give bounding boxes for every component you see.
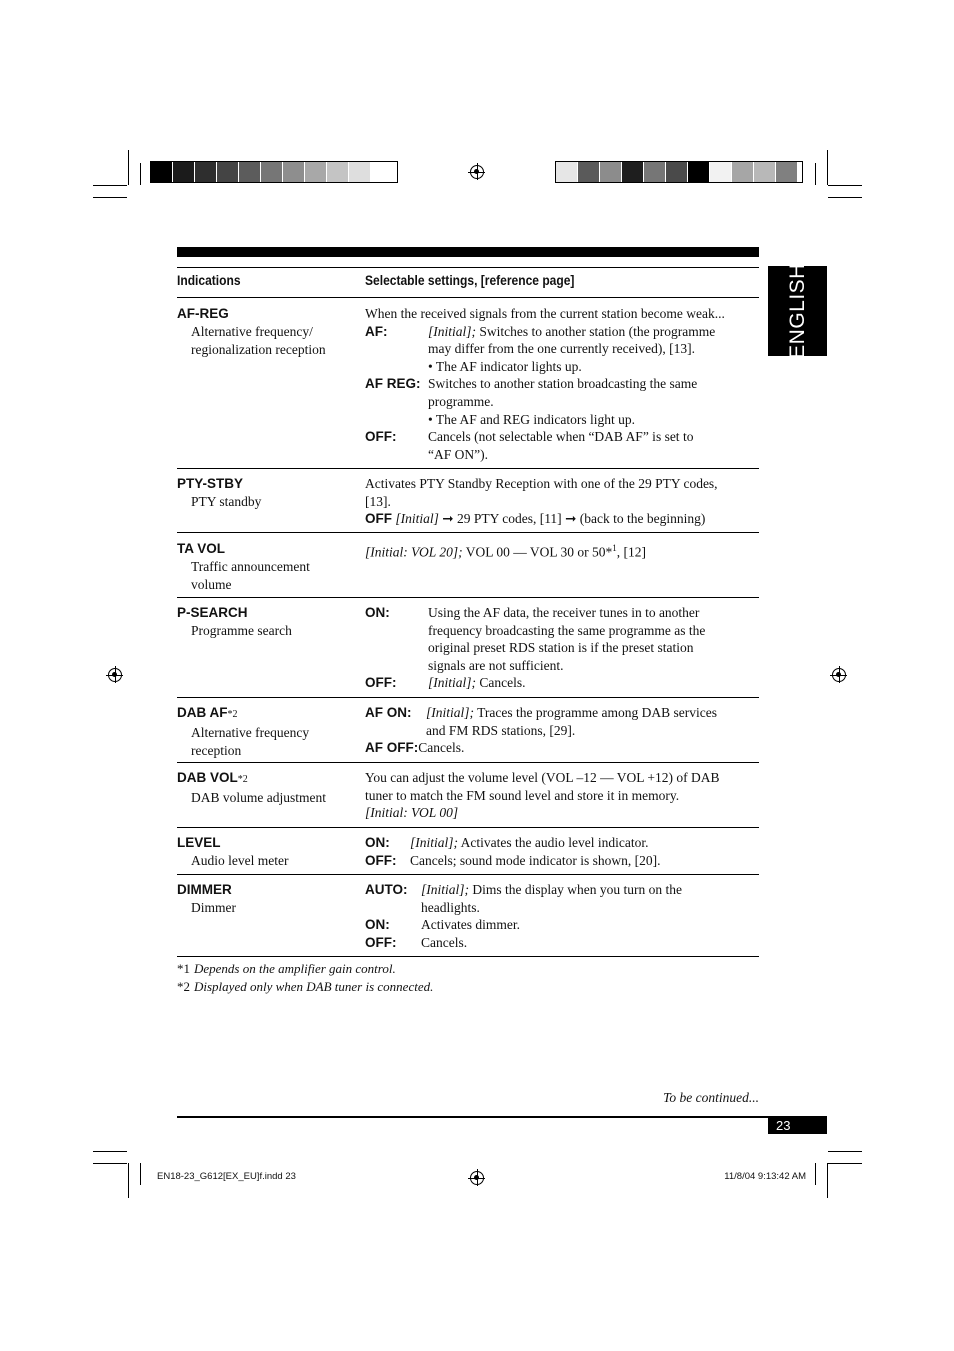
setting-key: OFF:	[365, 429, 397, 445]
print-footer-file: EN18-23_G612[EX_EU]f.indd 23	[157, 1171, 296, 1182]
language-tab	[768, 263, 827, 359]
color-swatch	[688, 162, 710, 182]
table-bottom-rule	[177, 956, 759, 957]
setting-text: VOL 00 — VOL 30 or 50*	[462, 544, 613, 560]
indication-description: Alternative frequency	[191, 725, 310, 740]
color-swatch	[622, 162, 644, 182]
setting-key: AUTO:	[365, 882, 408, 897]
color-swatch	[261, 162, 283, 182]
indication-name: DIMMER	[177, 882, 232, 897]
setting-bullet: • The AF indicator lights up.	[428, 358, 582, 374]
color-swatch	[349, 162, 371, 182]
crop-mark	[815, 1163, 816, 1185]
indication-description: Dimmer	[191, 900, 236, 915]
setting-text: ➞ (back to the beginning)	[565, 511, 706, 527]
registration-mark-icon	[832, 668, 846, 682]
crop-mark	[815, 163, 816, 185]
row-divider	[177, 532, 759, 533]
color-swatch	[151, 162, 173, 182]
indication-description: reception	[191, 743, 242, 758]
continued-note: To be continued...	[663, 1090, 759, 1105]
setting-text: Using the AF data, the receiver tunes in to another	[428, 605, 700, 620]
row-divider	[177, 874, 759, 875]
column-header-indications: Indications	[177, 272, 241, 288]
crop-mark	[128, 150, 129, 185]
setting-text: You can adjust the volume level (VOL –12 — VOL +12) of DAB	[365, 770, 720, 785]
setting-key: OFF:	[365, 852, 397, 868]
setting-key: AF REG:	[365, 376, 421, 392]
crop-mark	[93, 185, 127, 186]
footnote-mark: *1	[177, 961, 190, 976]
setting-text: Cancels.	[418, 740, 465, 756]
crop-mark	[93, 197, 127, 198]
table-header-rule	[177, 297, 759, 298]
setting-text: ➞ 29 PTY codes, [11]	[438, 511, 566, 527]
indication-name: AF-REG	[177, 306, 229, 321]
table-top-rule	[177, 267, 759, 268]
setting-key: AF:	[365, 323, 388, 339]
indication-description: Audio level meter	[191, 853, 289, 868]
setting-key: OFF:	[365, 934, 397, 950]
registration-mark-icon	[108, 668, 122, 682]
color-swatch	[305, 162, 327, 182]
crop-mark	[140, 163, 141, 185]
crop-mark	[828, 185, 862, 186]
setting-text: tuner to match the FM sound level and store it in memory.	[365, 787, 680, 803]
header-rule	[177, 247, 759, 257]
setting-key: OFF:	[365, 675, 397, 691]
page-number-box	[768, 1118, 827, 1134]
setting-text: Dims the display when you turn on the	[469, 882, 682, 897]
initial-marker: [Initial];	[426, 705, 475, 720]
initial-marker: [Initial];	[410, 835, 459, 850]
color-calibration-bar-left	[150, 161, 398, 183]
row-divider	[177, 468, 759, 469]
footnote	[177, 979, 433, 995]
footnote-text: Depends on the amplifier gain control.	[194, 961, 396, 976]
color-swatch	[600, 162, 622, 182]
setting-bullet: • The AF and REG indicators light up.	[428, 411, 635, 427]
setting-text: original preset RDS station is if the preset station	[428, 640, 694, 656]
color-swatch	[283, 162, 305, 182]
registration-mark-icon	[470, 165, 484, 179]
color-swatch	[195, 162, 217, 182]
setting-text: Cancels.	[421, 934, 468, 950]
setting-text: may differ from the one currently received), [13].	[428, 341, 696, 357]
footnote-ref: 1	[612, 543, 617, 553]
setting-text: headlights.	[421, 899, 480, 915]
color-swatch	[666, 162, 688, 182]
setting-text: [13].	[365, 493, 391, 509]
color-swatch	[239, 162, 261, 182]
initial-marker: [Initial];	[428, 323, 477, 339]
footnote-mark: *2	[177, 979, 190, 994]
indication-description: Alternative frequency/	[191, 324, 313, 339]
crop-mark	[827, 150, 828, 185]
setting-text: Activates the audio level indicator.	[458, 835, 649, 850]
setting-key: AF ON:	[365, 705, 412, 720]
setting-text: Switches to another station (the programme	[476, 323, 716, 339]
setting-text: Switches to another station broadcasting the same	[428, 376, 698, 392]
indication-name: PTY-STBY	[177, 476, 244, 491]
footnote-ref: *2	[237, 774, 248, 785]
setting-text: frequency broadcasting the same programme as the	[428, 622, 706, 638]
crop-mark	[128, 1163, 129, 1198]
language-tab-label: ENGLISH	[785, 263, 809, 359]
indication-description: Programme search	[191, 623, 292, 638]
color-swatch	[732, 162, 754, 182]
setting-text: Activates PTY Standby Reception with one of the 29 PTY codes,	[365, 476, 718, 491]
initial-marker: [Initial]	[392, 511, 439, 527]
setting-key: ON:	[365, 835, 390, 850]
initial-marker: [Initial];	[421, 882, 470, 897]
row-divider	[177, 827, 759, 828]
row-divider	[177, 597, 759, 598]
setting-text: , [12]	[616, 544, 646, 560]
color-calibration-bar-right	[555, 161, 803, 183]
footnote-ref: *2	[227, 709, 238, 720]
print-footer-date: 11/8/04 9:13:42 AM	[724, 1171, 806, 1182]
setting-text: When the received signals from the current station become weak...	[365, 306, 725, 321]
initial-marker: [Initial: VOL 20];	[365, 544, 463, 560]
setting-key: OFF	[365, 511, 392, 527]
color-swatch	[644, 162, 666, 182]
indication-name: TA VOL	[177, 541, 225, 556]
setting-text: signals are not sufficient.	[428, 657, 564, 673]
setting-key: ON:	[365, 917, 390, 933]
row-divider	[177, 697, 759, 698]
setting-text: Cancels; sound mode indicator is shown, [20].	[410, 852, 661, 868]
setting-text: Cancels.	[476, 675, 526, 691]
crop-mark	[828, 197, 862, 198]
indication-description: DAB volume adjustment	[191, 790, 326, 805]
color-swatch	[776, 162, 798, 182]
color-swatch	[327, 162, 349, 182]
footnote-text: Displayed only when DAB tuner is connected.	[194, 979, 434, 994]
crop-mark	[828, 1163, 862, 1164]
indication-description: Traffic announcement	[191, 559, 310, 574]
footnote	[177, 961, 396, 977]
registration-mark-icon	[470, 1171, 484, 1185]
footer-rule	[177, 1116, 827, 1118]
color-swatch	[710, 162, 732, 182]
indication-name: LEVEL	[177, 835, 221, 850]
page-number: 23	[776, 1118, 791, 1133]
indication-name: DAB VOL	[177, 770, 238, 785]
color-swatch	[578, 162, 600, 182]
indication-description: regionalization reception	[191, 342, 326, 357]
crop-mark	[827, 1163, 828, 1198]
crop-mark	[828, 1151, 862, 1152]
setting-key: ON:	[365, 605, 390, 620]
crop-mark	[93, 1151, 127, 1152]
indication-name: DAB AF	[177, 705, 228, 720]
color-swatch	[754, 162, 776, 182]
column-header-settings: Selectable settings, [reference page]	[365, 272, 575, 288]
initial-marker: [Initial: VOL 00]	[365, 805, 459, 821]
setting-text: programme.	[428, 393, 494, 409]
color-swatch	[173, 162, 195, 182]
setting-text: Traces the programme among DAB services	[474, 705, 717, 720]
row-divider	[177, 762, 759, 763]
setting-text: Activates dimmer.	[421, 917, 520, 933]
setting-key: AF OFF:	[365, 740, 419, 756]
color-swatch	[556, 162, 578, 182]
crop-mark	[93, 1163, 127, 1164]
setting-text: and FM RDS stations, [29].	[426, 722, 576, 738]
indication-description: volume	[191, 577, 232, 592]
setting-text: Cancels (not selectable when “DAB AF” is set to	[428, 429, 694, 445]
setting-text: “AF ON”).	[428, 446, 488, 462]
initial-marker: [Initial];	[428, 675, 477, 691]
color-swatch	[371, 162, 393, 182]
indication-name: P-SEARCH	[177, 605, 248, 620]
color-swatch	[217, 162, 239, 182]
crop-mark	[140, 1163, 141, 1185]
indication-description: PTY standby	[191, 494, 262, 509]
